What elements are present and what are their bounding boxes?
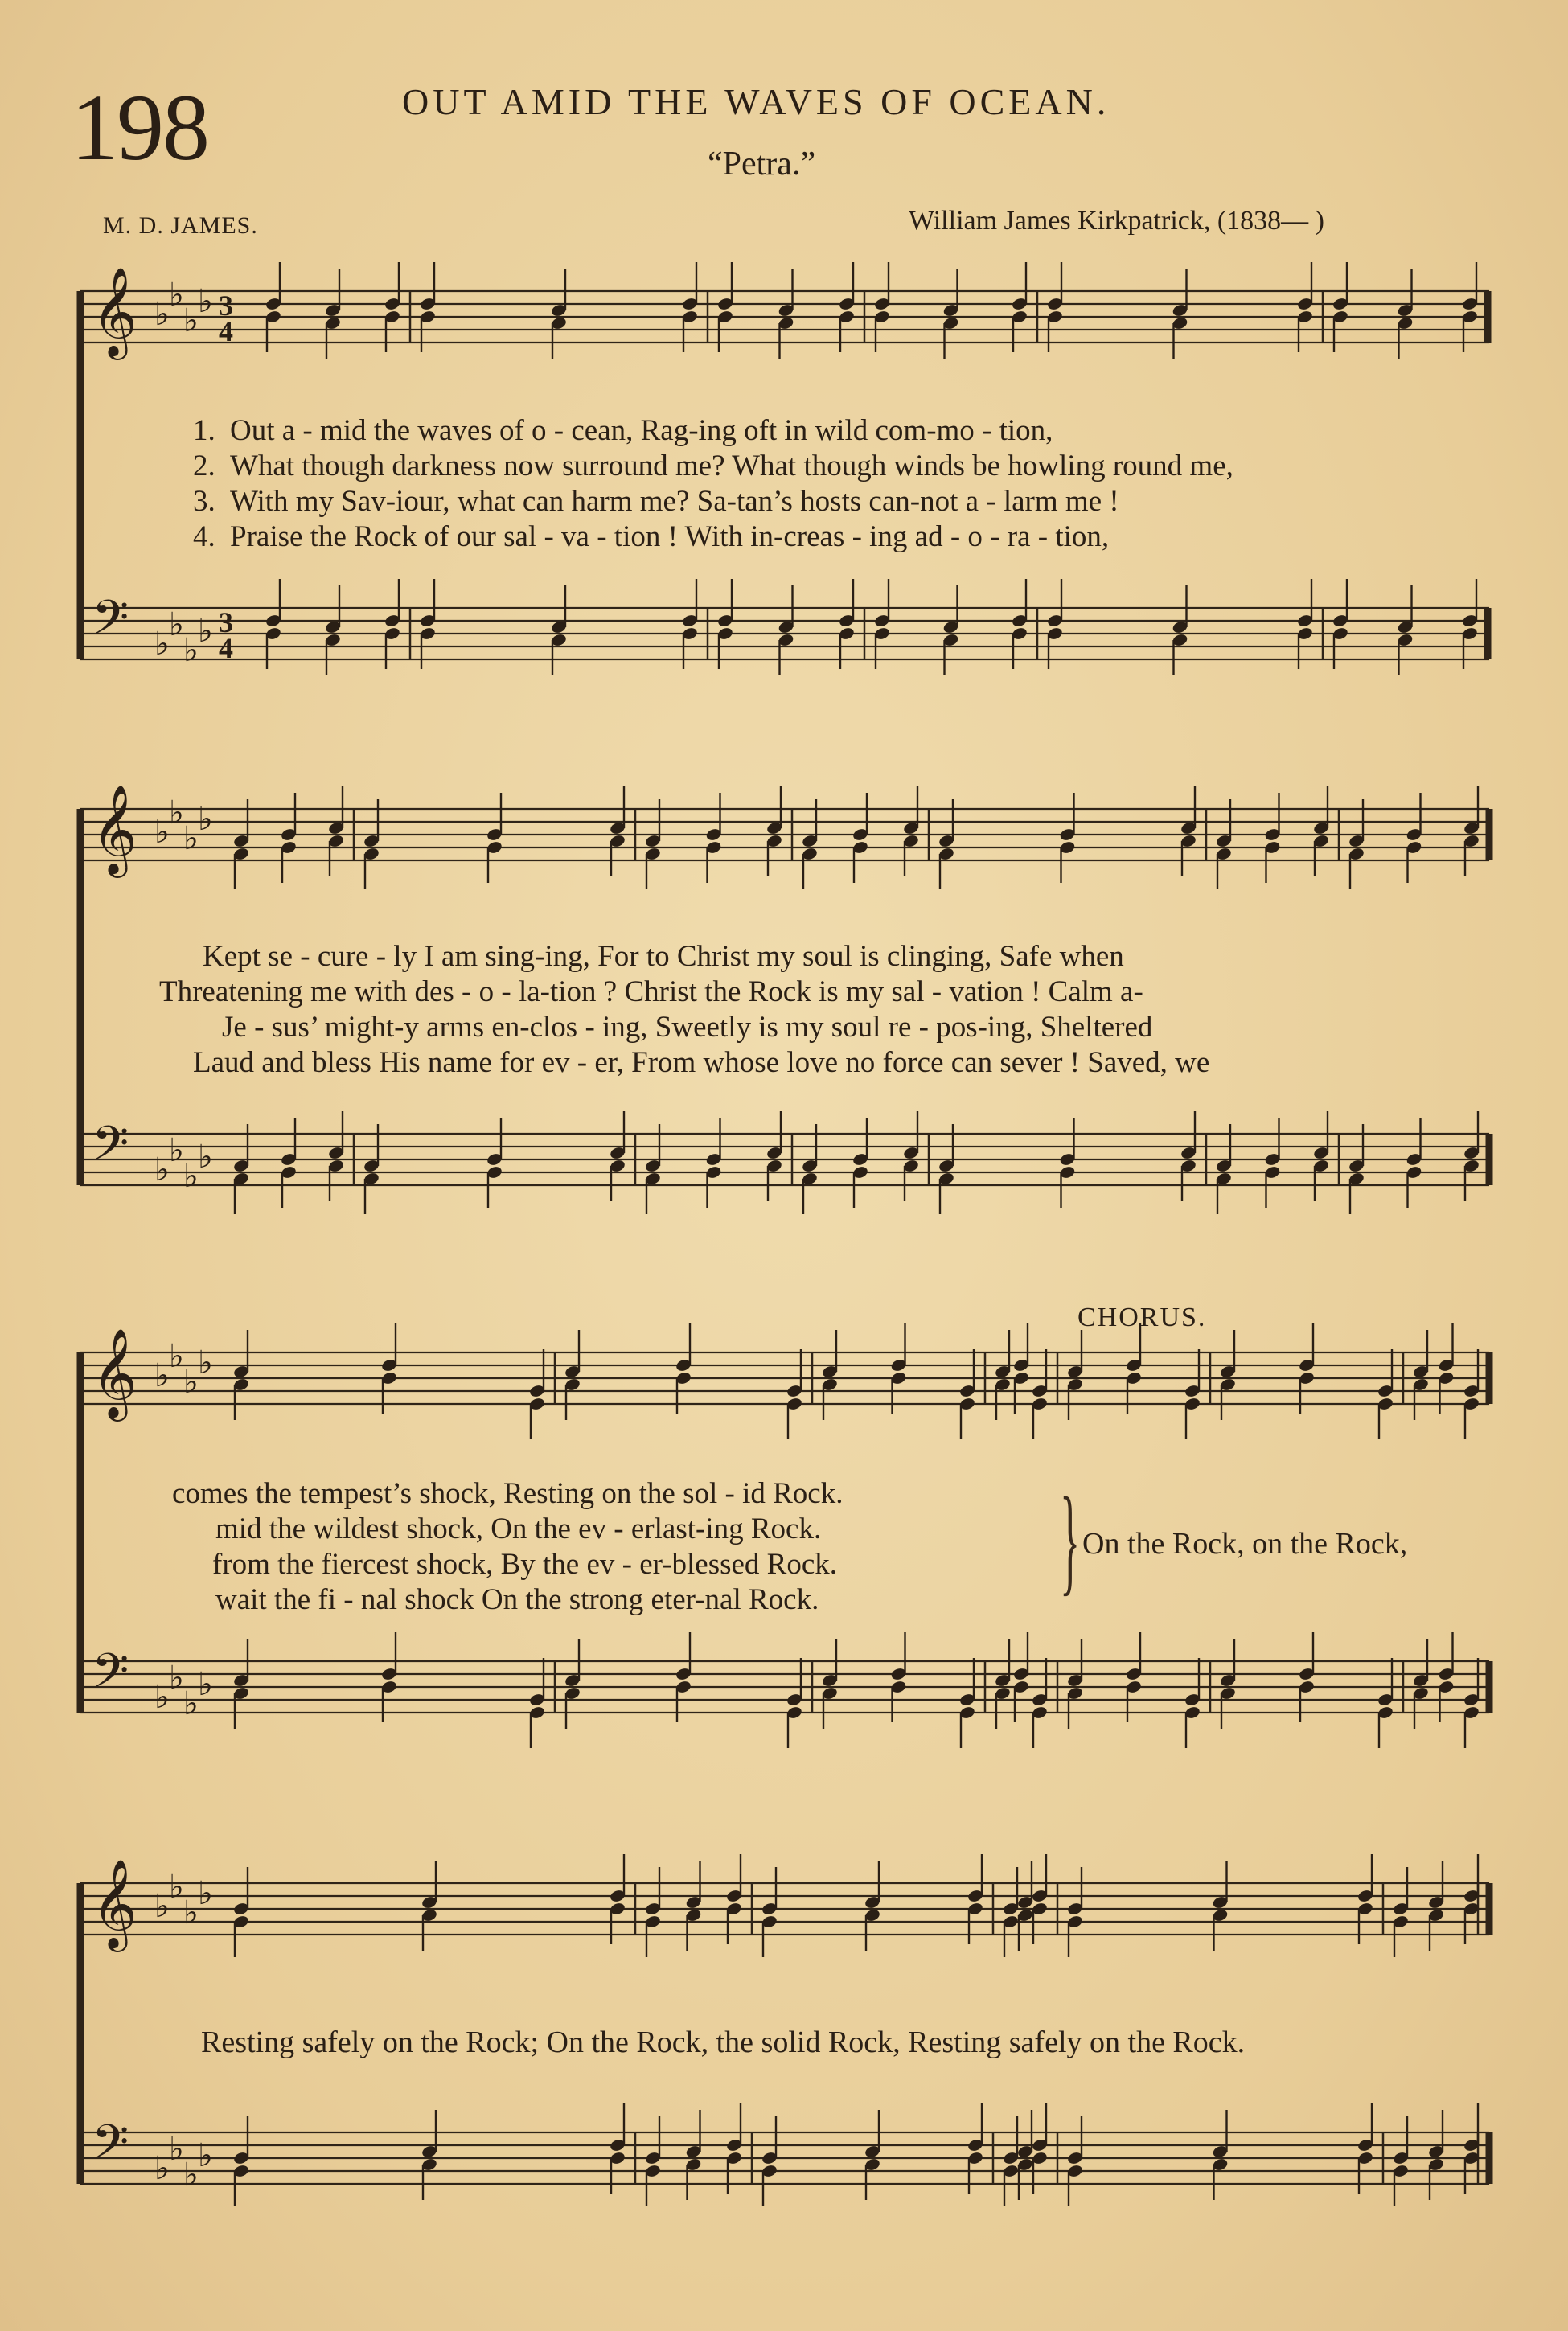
bass-clef-icon: 𝄢 [92, 2114, 129, 2181]
time-signature-3-4-icon: 4 [219, 632, 233, 664]
time-signature-3-4-icon: 4 [219, 315, 233, 347]
chorus-refrain-2: Resting safely on the Rock; On the Rock, the solid Rock, Resting safely on the Rock. [201, 2025, 1246, 2059]
treble-clef-icon: 𝄞 [92, 784, 138, 874]
flat-icon: ♭ [198, 1344, 213, 1381]
flat-icon: ♭ [183, 1894, 199, 1931]
flat-icon: ♭ [154, 814, 170, 851]
verse-1-line-1 [193, 413, 1053, 448]
tune-name: “Petra.” [708, 146, 816, 183]
time-signature-3-4-icon: 3 [219, 606, 233, 638]
flat-icon: ♭ [198, 801, 213, 838]
flat-icon: ♭ [183, 302, 199, 339]
verse-number: 2. [193, 449, 215, 482]
flat-icon: ♭ [198, 2137, 213, 2174]
flat-icon: ♭ [183, 1685, 199, 1722]
treble-clef-icon: 𝄞 [92, 1858, 138, 1948]
bass-staff [80, 608, 1489, 659]
lyricist-credit: M. D. JAMES. [103, 212, 258, 239]
time-signature-3-4-icon: 3 [219, 289, 233, 322]
hymn-number: 198 [71, 75, 208, 180]
verse-3-line-1 [193, 484, 1119, 519]
verse-brace: } [1060, 1473, 1081, 1607]
bass-clef-icon: 𝄢 [92, 1643, 129, 1710]
verse-4-line-3: wait the fi - nal shock On the strong eter-nal Rock. [215, 1583, 819, 1616]
verse-number: 3. [193, 485, 215, 518]
flat-icon: ♭ [169, 1338, 184, 1375]
flat-icon: ♭ [154, 626, 170, 663]
verse-number: 4. [193, 520, 215, 553]
chorus-refrain-1: On the Rock, on the Rock, [1082, 1527, 1408, 1561]
flat-icon: ♭ [154, 1357, 170, 1394]
treble-clef-icon: 𝄞 [92, 266, 138, 356]
verse-3-line-3: from the fiercest shock, By the ev - er-blessed Rock. [212, 1548, 838, 1581]
treble-staff [80, 291, 1489, 343]
flat-icon: ♭ [183, 1158, 199, 1195]
flat-icon: ♭ [169, 2131, 184, 2168]
flat-icon: ♭ [154, 296, 170, 333]
bass-clef-icon: 𝄢 [92, 589, 129, 657]
composer-credit: William James Kirkpatrick, (1838— ) [909, 206, 1325, 236]
verse-1-line-3: comes the tempest’s shock, Resting on the sol - id Rock. [172, 1477, 844, 1510]
bass-staff [80, 1661, 1489, 1713]
flat-icon: ♭ [198, 613, 213, 650]
flat-icon: ♭ [169, 1132, 184, 1169]
flat-icon: ♭ [198, 1666, 213, 1703]
flat-icon: ♭ [183, 2157, 199, 2194]
lyric-text: With my Sav-iour, what can harm me? Sa-tan’s hosts can-not a - larm me ! [230, 485, 1119, 518]
hymn-title: OUT AMID THE WAVES OF OCEAN. [402, 81, 1110, 122]
flat-icon: ♭ [154, 1888, 170, 1925]
verse-2-line-3: mid the wildest shock, On the ev - erlast-ing Rock. [215, 1512, 822, 1545]
flat-icon: ♭ [198, 1139, 213, 1176]
flat-icon: ♭ [198, 1875, 213, 1912]
flat-icon: ♭ [198, 283, 213, 320]
flat-icon: ♭ [154, 2150, 170, 2187]
verse-2-line-1 [193, 449, 1233, 483]
bass-clef-icon: 𝄢 [92, 1115, 129, 1183]
verse-4-line-1 [193, 519, 1109, 554]
bass-staff [80, 2132, 1489, 2184]
flat-icon: ♭ [169, 606, 184, 643]
flat-icon: ♭ [183, 632, 199, 669]
flat-icon: ♭ [169, 1660, 184, 1697]
treble-staff [80, 1352, 1489, 1404]
verse-2-line-2: Threatening me with des - o - la-tion ? Christ the Rock is my sal - vation ! Calm a- [159, 975, 1143, 1008]
flat-icon: ♭ [183, 820, 199, 857]
flat-icon: ♭ [183, 1364, 199, 1401]
lyric-text: What though darkness now surround me? What though winds be howling round me, [230, 449, 1233, 482]
verse-1-line-2: Kept se - cure - ly I am sing-ing, For to Christ my soul is clinging, Safe when [203, 940, 1124, 973]
flat-icon: ♭ [154, 1679, 170, 1716]
lyric-text: Out a - mid the waves of o - cean, Rag-ing oft in wild com-mo - tion, [230, 414, 1053, 447]
flat-icon: ♭ [169, 794, 184, 831]
chorus-label: CHORUS. [1077, 1303, 1207, 1332]
flat-icon: ♭ [169, 1869, 184, 1906]
verse-4-line-2: Laud and bless His name for ev - er, From whose love no force can sever ! Saved, we [193, 1046, 1210, 1079]
treble-staff [80, 1883, 1489, 1935]
lyric-text: Praise the Rock of our sal - va - tion ! With in-creas - ing ad - o - ra - tion, [230, 520, 1110, 553]
treble-clef-icon: 𝄞 [92, 1328, 138, 1418]
flat-icon: ♭ [154, 1151, 170, 1188]
verse-number: 1. [193, 414, 215, 447]
flat-icon: ♭ [169, 277, 184, 314]
verse-3-line-2: Je - sus’ might-y arms en-clos - ing, Sweetly is my soul re - pos-ing, Sheltered [222, 1011, 1153, 1044]
